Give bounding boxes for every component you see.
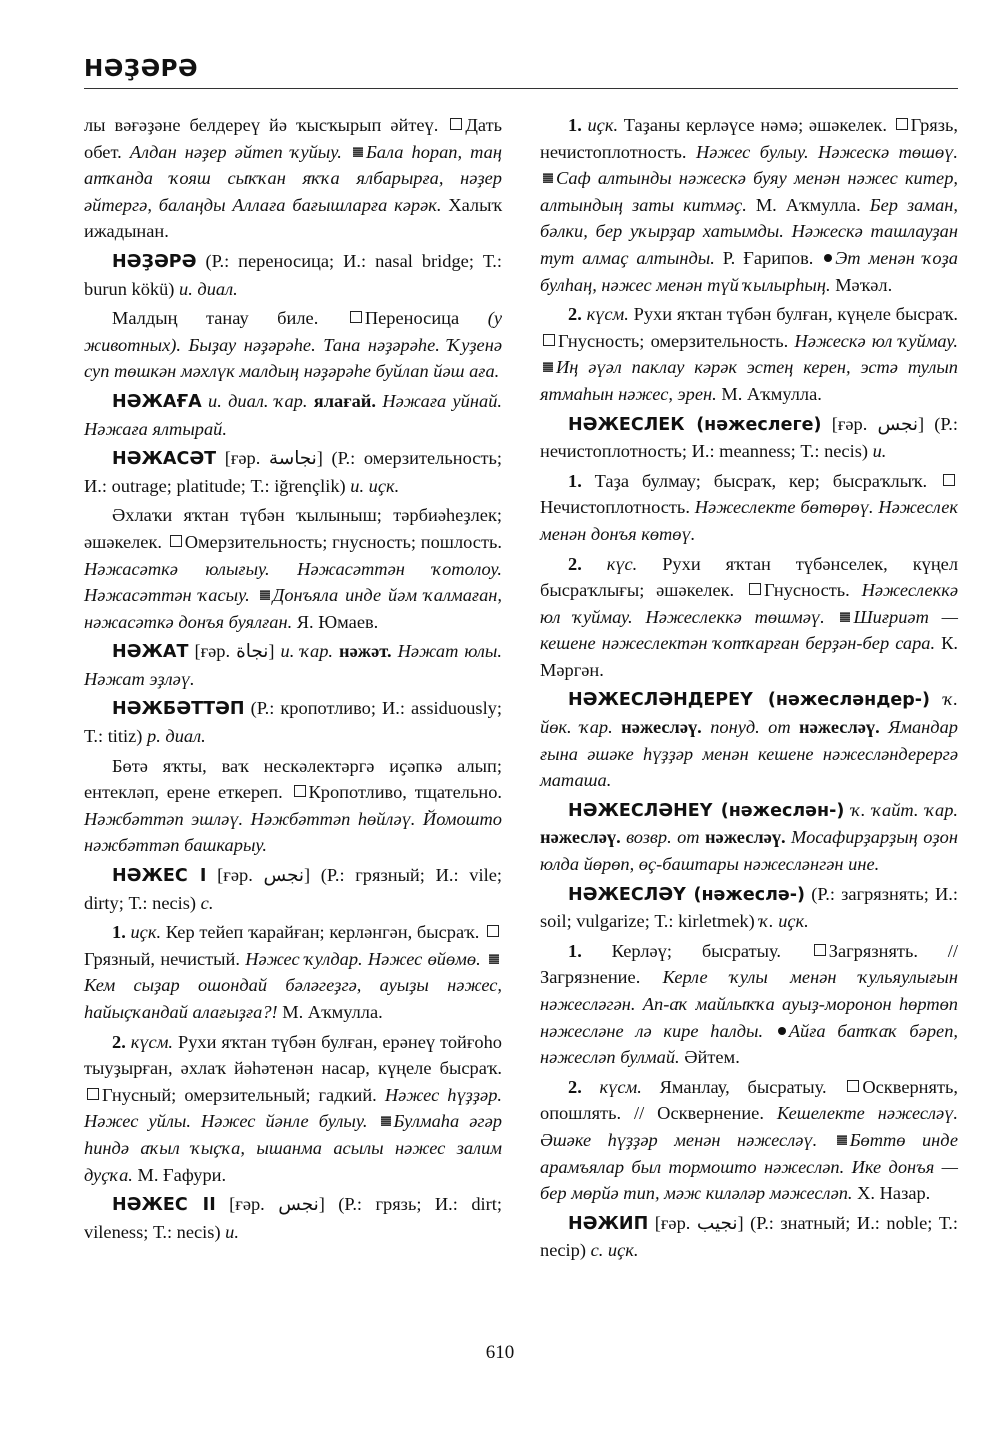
example-text: Нәжасәткә юлығыу. Нәжасәттән ҡотолоу. Нәжасәттән ҡасыу. — [84, 558, 502, 606]
cross-reference: нәжәт. — [339, 641, 392, 662]
example-text: Нәжаға уйнай. Нәжаға ялтырай. — [84, 390, 502, 439]
running-header — [84, 50, 958, 89]
example-text: Кешелекте нәжесләү. Әшәке һүҙҙәр менән нәжесләү. — [540, 1103, 958, 1150]
running-head-word: НӘҘӘРӘ — [84, 56, 199, 82]
entry-definition — [84, 502, 502, 635]
example-text: Нәжеслеккә юл ҡуймау. Нәжеслеккә төшмәү. — [540, 580, 958, 627]
sense-number: 1. — [568, 115, 588, 135]
arabic-etymon: نجس — [263, 865, 304, 886]
headword: НӘЖЕСЛӘНДЕРЕҮ (нәжесләндер-) — [568, 690, 931, 711]
sense-1 — [540, 112, 958, 298]
russian-translation-marker — [847, 1080, 859, 1092]
quotation-marker-icon — [353, 147, 363, 157]
sense-number: 2. — [568, 1076, 600, 1097]
example-text: (у животных). Быҙау нәҙәрәһе. Тана нәҙәрәһе. Ҡуҙенә суп төшкән мәхлүк малдың нәҙәрәһе буйлап йәш аға. — [84, 308, 503, 382]
translations: ] (Р.: грязь; И.: dirt; vileness; Т.: necis) — [84, 1194, 502, 1242]
etymology-label: [ғәр. — [216, 448, 269, 469]
grammar-label: и. диал. ҡар. — [201, 390, 314, 411]
grammar-label: и. — [872, 441, 887, 462]
dictionary-entry — [84, 248, 502, 302]
translations: ] (Р.: грязный; И.: vile; dirty; Т.: necis) — [84, 865, 502, 913]
example-text: Керле ҡулы менән ҡульяулығын нәжесләгән. Ап-аҡ майлыҡҡа ауыҙ-моронон һөртөп нәжесләне лә кире һалды. — [540, 967, 958, 1041]
grammar-label: ҡ. иҫк. — [759, 911, 809, 932]
cross-reference: нәжесләү. — [540, 827, 621, 848]
proverb-text: Айға батҡаҡ бәреп, нәжесләп булмай. — [540, 1020, 958, 1068]
cross-reference: нәжесләү. — [704, 827, 786, 848]
grammar-label: с. — [200, 892, 214, 913]
entry-definition — [84, 305, 502, 385]
headword: НӘЖАТ — [112, 642, 189, 663]
dictionary-entry — [540, 797, 958, 878]
headword: НӘЖЕСЛӘҮ (нәжеслә-) — [568, 884, 806, 905]
quotation-marker-icon — [543, 173, 553, 183]
arabic-etymon: نجاة — [236, 641, 269, 662]
russian-translation-marker — [543, 334, 555, 346]
quotation-text: Кем сыҙар ошондай бәләгеҙгә, ауыҙы нәжес, һайыҫҡандай алағыҙға?! — [84, 975, 502, 1022]
quotation-source: Р. Ғарипов. — [714, 247, 822, 268]
example-text: Нәжескә юл ҡуймау. — [794, 330, 958, 351]
translations: (Р.: переносица; И.: nasal bridge; Т.: burun kökü) — [84, 250, 502, 299]
quotation-text: Шиғриәт — кешене нәжеслектән ҡотҡарған берҙән-бер сара. — [540, 606, 958, 654]
quotation-source: М. Ғафури. — [132, 1164, 227, 1185]
proverb-marker-icon — [778, 1027, 786, 1035]
translations: ] (Р.: нечистоплотность; И.: meanness; Т.: necis) — [540, 413, 958, 462]
sense-number: 1. — [568, 470, 595, 491]
russian-translation: Грязь, нечистоплотность. — [540, 115, 958, 162]
grammar-label: ҡ. ҡайт. ҡар. — [844, 799, 959, 820]
example-text: Нәжеслекте бөтөрөү. Нәжеслек менән донъя көтөү. — [540, 497, 958, 544]
dictionary-entry — [540, 1210, 958, 1264]
russian-translation-marker — [749, 583, 761, 595]
quotation-source: Я. Юмаев. — [292, 611, 379, 632]
proverb-source: Әйтем. — [679, 1047, 740, 1068]
definition-text: Рухи яҡтан түбән булған, ерәнеү тойғоһо тыуҙырған, әхлаҡ йәһәтенән насар, күңеле бысраҡ. — [84, 1031, 502, 1079]
quotation-source: М. Аҡмулла. — [716, 383, 822, 404]
cross-reference: нәжесләү. — [621, 717, 702, 738]
arabic-etymon: نجاسة — [268, 448, 317, 469]
quotation-text: Бала һорап, таң атҡанда ҡояш сыҡҡан яҡҡа ялбарырға, нәҙер әйтергә, балаңды Аллаға бағышларға кәрәк. — [84, 141, 502, 215]
quotation-text: Бер заман, бәлки, бер уҡырҙар хатымды. Нәжескә ташлауҙан тут алмаҫ алтынды. — [540, 194, 959, 268]
definition-text: Таҙаны керләүсе нәмә; әшәкелек. — [618, 115, 893, 135]
dictionary-entry — [540, 686, 958, 793]
russian-translation: Гнусность; омерзительность. — [558, 330, 795, 351]
russian-translation: Омерзительность; гнусность; пошлость. — [184, 531, 502, 552]
etymology-label: [ғәр. — [188, 641, 237, 662]
sense-number: 1. — [568, 940, 612, 961]
grammar-label: и. диал. — [179, 278, 238, 299]
russian-translation: Загрязнять. // Загрязнение. — [540, 940, 958, 988]
grammar-label: р. диал. — [147, 726, 206, 747]
headword: НӘЖИП — [568, 1213, 649, 1234]
dictionary-entry — [84, 638, 502, 692]
dictionary-entry — [84, 695, 502, 749]
quotation-text: Иң әүәл паклау кәрәк эстең керен, эстә тулып ятмаһын нәжес, эрен. — [540, 357, 958, 404]
grammar-label: и. ҡар. — [280, 641, 340, 662]
russian-translation: Грязный, нечистый. — [84, 948, 246, 969]
russian-translation: Осквернять, опошлять. // Осквернение. — [540, 1076, 958, 1124]
russian-translation: Переносица — [364, 308, 488, 329]
russian-translation-marker — [294, 785, 306, 797]
quotation-marker-icon — [840, 612, 850, 622]
russian-translation: Гнусность. — [763, 580, 862, 601]
definition-text: Рухи яҡтан түбәнселек, күңел бысраҡлығы; әшәкелек. — [540, 553, 959, 601]
dictionary-entry — [84, 862, 502, 916]
grammar-label: возвр. от — [620, 827, 705, 848]
russian-translation: Гнусный; омерзительный; гадкий. — [102, 1084, 385, 1105]
russian-translation-marker — [170, 535, 182, 547]
definition-text: Бөтә яҡты, ваҡ нескәлектәргә иҫәпкә алып; ентекләп, ерене еткереп. — [84, 755, 502, 803]
quotation-source: М. Аҡмулла. — [277, 1002, 383, 1022]
etymology-close: ] — [268, 641, 281, 662]
russian-translation: Кропотливо, тщательно. — [308, 782, 502, 803]
sense-1 — [540, 468, 958, 548]
sense-2 — [540, 301, 958, 407]
quotation-marker-icon — [543, 362, 553, 372]
sense-2 — [84, 1029, 502, 1189]
grammar-label: күсм. — [599, 1076, 642, 1097]
quotation-marker-icon — [837, 1135, 847, 1145]
grammar-label: с. иҫк. — [590, 1240, 639, 1261]
translations: ] (Р.: знатный; И.: noble; Т.: necip) — [540, 1212, 958, 1261]
russian-translation-marker — [350, 311, 362, 323]
entry-continuation — [84, 112, 502, 245]
grammar-label: күс. — [606, 553, 638, 574]
example-text: Ямандар ғына әшәке һүҙҙәр менән кешене нәжесләндерергә маташа. — [540, 717, 958, 791]
grammar-label: күсм. — [130, 1031, 174, 1052]
quotation-source: К. Мәргән. — [540, 633, 958, 680]
etymology-label: [ғәр. — [206, 865, 264, 886]
example-text: Нәжес булыу. Нәжескә төшөү. — [695, 141, 959, 162]
sense-number: 2. — [112, 1031, 131, 1052]
headword: НӘЖБӘТТӘП — [112, 699, 245, 720]
example-text: Нәжат юлы. Нәжат эҙләү. — [84, 641, 502, 689]
dictionary-entry — [84, 445, 502, 499]
sense-number: 1. — [112, 922, 131, 943]
quotation-text: Булмаһа әгәр һиндә аҡыл ҡыҫҡа, ышанма асылы нәжес залим дуҫҡа. — [84, 1111, 502, 1185]
proverb-marker-icon — [824, 254, 832, 262]
headword: НӘЖЕС II — [112, 1195, 216, 1216]
headword: НӘЖАСӘТ — [112, 449, 217, 470]
definition-text: Малдың танау биле. — [112, 308, 347, 329]
russian-translation-marker — [943, 474, 955, 486]
russian-translation-marker — [896, 118, 908, 130]
cross-reference: нәжесләү. — [799, 717, 880, 738]
arabic-etymon: نجس — [278, 1194, 319, 1215]
russian-translation-marker — [87, 1088, 99, 1100]
quotation-text: Саф алтынды нәжескә буяу менән нәжес китер, алтындың заты китмәҫ. — [540, 168, 958, 215]
headword: НӘЖЕСЛЕК (нәжеслеге) — [568, 414, 822, 435]
dictionary-entry — [540, 411, 958, 465]
definition-text: Таҙа булмау; бысраҡ, кер; бысраҡлыҡ. — [594, 470, 940, 491]
example-text: Алдан нәҙер әйтеп ҡуйыу. — [129, 141, 342, 162]
example-text: Мосафирҙарҙың оҙон юлда йөрөп, өҫ-баштары нәжесләнгән ине. — [540, 827, 958, 875]
left-column — [84, 112, 502, 1248]
grammar-label: и. иҫк. — [350, 475, 400, 496]
grammar-label: күсм. — [586, 304, 629, 325]
entry-definition — [84, 753, 502, 859]
arabic-etymon: نجس — [877, 413, 918, 434]
sense-number: 2. — [568, 553, 607, 574]
sense-1 — [540, 938, 958, 1071]
headword: НӘҘӘРӘ — [112, 251, 197, 272]
grammar-label: ҡ. йөк. ҡар. — [540, 689, 958, 738]
quotation-source: Х. Назар. — [852, 1183, 931, 1204]
quotation-marker-icon — [489, 954, 499, 964]
grammar-label: иҫк. — [130, 922, 162, 943]
definition-text: лы вәғәҙәне белдереү йә ҡысҡырып әйтеү. — [84, 115, 448, 135]
quotation-marker-icon — [260, 590, 270, 600]
definition-text: Рухи яҡтан түбән булған, күңеле бысраҡ. — [628, 304, 958, 325]
quotation-source: Халыҡ ижадынан. — [84, 194, 503, 242]
definition-text: Яманлау, бысратыу. — [641, 1076, 845, 1097]
sense-1 — [84, 919, 502, 1025]
etymology-label: [ғәр. — [215, 1194, 279, 1215]
quotation-text: Донъяла инде йәм ҡалмаған, нәжасәткә донъя буялған. — [84, 585, 502, 632]
headword: НӘЖЕС I — [112, 866, 207, 887]
headword: НӘЖАҒА — [112, 391, 202, 412]
headword: НӘЖЕСЛӘНЕҮ (нәжеслән-) — [568, 800, 845, 821]
page-number: 610 — [485, 1342, 515, 1363]
grammar-label: иҫк. — [587, 115, 619, 135]
quotation-marker-icon — [381, 1116, 391, 1126]
sense-2 — [540, 551, 958, 684]
russian-translation-marker — [814, 944, 826, 956]
grammar-label: и. — [225, 1221, 239, 1242]
definition-text: Әхлаҡи яҡтан түбән ҡылыныш; тәрбиәһеҙлек; әшәкелек. — [84, 505, 502, 552]
grammar-label: понуд. от — [701, 717, 800, 738]
etymology-label: [ғәр. — [821, 413, 878, 434]
quotation-source: М. Аҡмулла. — [746, 194, 870, 215]
dictionary-entry — [84, 388, 502, 442]
russian-translation-marker — [450, 118, 462, 130]
russian-translation-marker — [487, 925, 499, 937]
sense-2 — [540, 1074, 958, 1207]
sense-number: 2. — [568, 304, 587, 325]
translations: (Р.: кропотливо; И.: assiduously; Т.: titiz) — [84, 698, 502, 747]
russian-translation: Нечистоплотность. — [540, 497, 695, 518]
example-text: Нәжес ҡулдар. Нәжес өйөмө. — [245, 948, 481, 969]
cross-reference: ялағай. — [313, 390, 376, 411]
example-text: Нәжбәттәп эшләү. Нәжбәттәп һөйләү. Йомошто нәжбәттәп башкарыу. — [84, 808, 502, 856]
dictionary-entry — [540, 881, 958, 935]
example-text: Нәжес һүҙҙәр. Нәжес уйлы. Нәжес йәнле булыу. — [84, 1084, 502, 1132]
translations: ] (Р.: омерзительность; И.: outrage; platitude; Т.: iğrençlik) — [84, 448, 502, 496]
definition-text: Керләү; бысратыу. — [611, 940, 811, 961]
proverb-source: Мәҡәл. — [830, 274, 893, 295]
quotation-text: Бөттө инде арамъялар был тормошто нәжесләп. Ике донъя — бер мөрйә тип, мәж киләләр мәжесләп. — [540, 1129, 958, 1204]
etymology-label: [ғәр. — [648, 1212, 697, 1233]
translations: (Р.: загрязнять; И.: soil; vulgarize; Т.: kirletmek) — [540, 883, 959, 932]
arabic-etymon: نجيب — [696, 1212, 738, 1233]
dictionary-entry — [84, 1191, 502, 1245]
proverb-text: Эт менән ҡоҙа булһаң, нәжес менән түй ҡылырһың. — [540, 247, 958, 295]
russian-translation: Дать обет. — [84, 115, 502, 162]
right-column — [540, 112, 958, 1267]
definition-text: Кер тейеп ҡарайған; керләнгән, бысраҡ. — [161, 922, 484, 943]
